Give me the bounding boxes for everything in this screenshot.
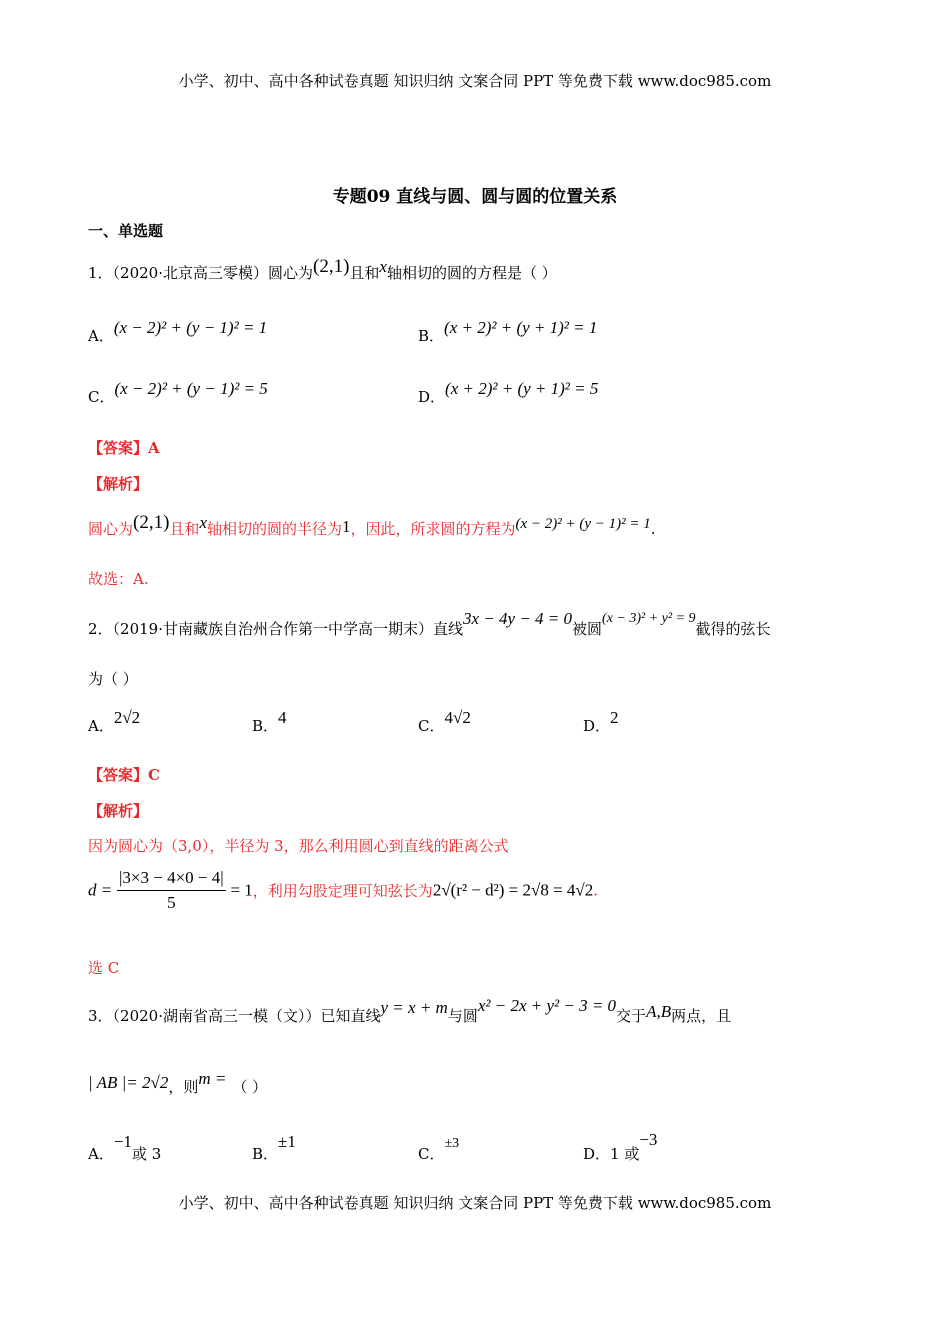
answer-label: 【答案】C [88, 766, 160, 784]
question-1-stem [88, 256, 557, 284]
question-2-stem-cont: 为（ ） [88, 670, 138, 688]
stem-text: 两点，且 [671, 1007, 732, 1025]
analysis-label: 【解析】 [88, 802, 149, 820]
option-formula: ±3 [444, 1136, 460, 1151]
page-footer: 小学、初中、高中各种试卷真题 知识归纳 文案合同 PPT 等免费下载 www.doc985.com [178, 1194, 772, 1212]
option-a [88, 318, 268, 346]
option-label: A． [88, 717, 114, 735]
m-variable: m = [198, 1069, 227, 1088]
solution-text: 因为圆心为（3,0），半径为 3，那么利用圆心到直线的距离公式 [88, 837, 509, 855]
stem-text: 轴相切的圆的方程是（ ） [386, 264, 557, 282]
option-text: 1 或 [610, 1145, 640, 1163]
solution-text: . [593, 881, 599, 900]
question-number: 1． [88, 264, 113, 282]
answer-label: 【答案】A [88, 439, 160, 457]
option-formula: (x + 2)² + (y + 1)² = 1 [444, 318, 598, 337]
fraction [117, 868, 226, 913]
solution-formula: (x − 2)² + (y − 1)² = 1 [515, 516, 651, 532]
option-formula: −1 [113, 1132, 132, 1151]
solution-formula: 1 [342, 517, 351, 536]
document-title: 专题09 直线与圆、圆与圆的位置关系 [332, 187, 618, 207]
option-label: D． [583, 717, 611, 735]
option-label: A． [88, 327, 114, 345]
solution-formula: x [199, 513, 207, 532]
formula-lhs: d = [88, 880, 113, 900]
stem-text: 截得的弦长 [695, 620, 771, 638]
option-formula: ±1 [278, 1132, 296, 1151]
solution-text: 轴相切的圆的半径为 [206, 520, 342, 538]
solution-text: ，利用勾股定理可知弦长为 [252, 882, 433, 900]
question-source: （2020·湖南省高三一模（文））已知直线 [112, 1007, 381, 1025]
option-label: C． [418, 717, 445, 735]
option-a [88, 708, 141, 736]
option-label: C． [88, 388, 115, 406]
x-variable: x [379, 257, 387, 276]
option-formula: (x − 2)² + (y − 1)² = 5 [114, 379, 268, 398]
choice-text: 选 C [88, 959, 120, 977]
solution-formula: (2,1) [133, 512, 170, 533]
question-source: （2019·甘南藏族自治州合作第一中学高一期末）直线 [112, 620, 463, 638]
circle-equation: (x − 3)² + y² = 9 [602, 611, 696, 626]
option-formula: (x + 2)² + (y + 1)² = 5 [445, 379, 599, 398]
stem-text: ，则 [168, 1078, 199, 1096]
solution-text [88, 512, 656, 540]
solution-text: . [650, 520, 656, 538]
line-equation: y = x + m [380, 998, 448, 1017]
question-3-stem [88, 996, 732, 1026]
fraction-denominator: 5 [167, 893, 176, 912]
stem-text: 交于 [616, 1007, 647, 1025]
option-formula: −3 [639, 1130, 658, 1149]
question-number: 2． [88, 620, 113, 638]
option-label: D． [583, 1145, 611, 1163]
chord-formula: 2√(r² − d²) = 2√8 = 4√2 [432, 880, 594, 900]
line-equation: 3x − 4y − 4 = 0 [463, 609, 573, 628]
stem-text: 被圆 [572, 620, 603, 638]
option-label: B． [252, 1145, 279, 1163]
center-point: (2,1) [313, 256, 350, 277]
question-3-stem-cont [88, 1069, 268, 1097]
option-d [583, 708, 619, 736]
solution-text: ，因此，所求圆的方程为 [350, 520, 516, 538]
formula-rhs: = 1 [230, 880, 253, 900]
circle-equation: x² − 2x + y² − 3 = 0 [477, 996, 617, 1015]
question-source: （2020·北京高三零模）圆心为 [112, 264, 313, 282]
points-label: A,B [646, 1002, 672, 1021]
choice-text: 故选：A. [88, 570, 149, 588]
option-a [88, 1132, 162, 1164]
distance-formula-line [88, 868, 598, 922]
option-c [418, 1136, 460, 1164]
option-formula: 4√2 [444, 708, 471, 727]
section-heading: 一、单选题 [88, 222, 164, 240]
option-b [252, 1132, 296, 1164]
option-b [418, 318, 598, 346]
option-formula: (x − 2)² + (y − 1)² = 1 [113, 318, 268, 337]
option-label: C． [418, 1145, 445, 1163]
analysis-label: 【解析】 [88, 475, 149, 493]
option-label: B． [252, 717, 279, 735]
option-text: 或 3 [131, 1145, 162, 1163]
option-formula: 2 [610, 708, 619, 727]
question-number: 3． [88, 1007, 113, 1025]
option-d [418, 379, 599, 407]
option-label: B． [418, 327, 445, 345]
solution-text: 圆心为 [88, 520, 134, 538]
option-formula: 2√2 [113, 708, 141, 727]
option-c [88, 379, 268, 407]
option-formula: 4 [278, 708, 287, 727]
page-header: 小学、初中、高中各种试卷真题 知识归纳 文案合同 PPT 等免费下载 www.doc985.com [178, 72, 772, 90]
question-2-stem [88, 609, 771, 639]
condition-formula: | AB |= 2√2 [88, 1073, 169, 1092]
option-d [583, 1130, 658, 1164]
fraction-numerator: |3×3 − 4×0 − 4| [117, 868, 226, 891]
stem-text: （ ） [232, 1078, 268, 1096]
option-label: A． [88, 1145, 114, 1163]
option-b [252, 708, 287, 736]
option-label: D． [418, 388, 446, 406]
solution-text: 且和 [169, 520, 200, 538]
stem-text: 且和 [349, 264, 380, 282]
stem-text: 与圆 [447, 1007, 478, 1025]
option-c [418, 708, 471, 736]
